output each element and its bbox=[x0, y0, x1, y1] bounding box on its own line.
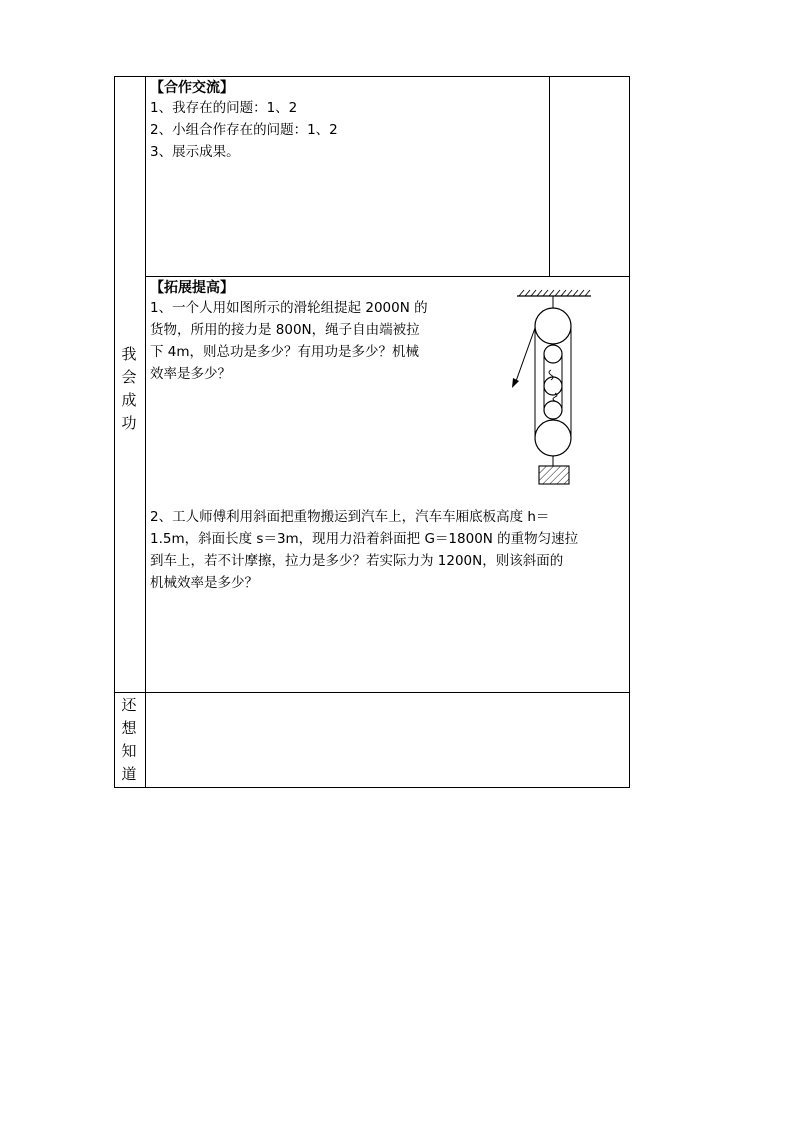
table-bottom-border bbox=[114, 787, 630, 788]
side-char: 还 bbox=[121, 696, 137, 714]
side-char: 道 bbox=[121, 765, 137, 783]
problem-2-line: 2、工人师傅利用斜面把重物搬运到汽车上，汽车车厢底板高度 h＝ bbox=[150, 509, 550, 525]
side-char: 知 bbox=[121, 742, 137, 760]
problem-1 bbox=[150, 297, 428, 385]
table-divider-row2 bbox=[114, 692, 630, 693]
problem-2-line: 机械效率是多少？ bbox=[150, 575, 258, 591]
cooperation-item-2: 2、小组合作存在的问题：1、2 bbox=[150, 122, 338, 138]
cooperation-heading: 【合作交流】 bbox=[150, 80, 234, 96]
problem-2-line: 1.5m，斜面长度 s＝3m，现用力沿着斜面把 G＝1800N 的重物匀速拉 bbox=[150, 531, 579, 547]
table-right-border bbox=[629, 76, 630, 788]
cooperation-item-1: 1、我存在的问题：1、2 bbox=[150, 100, 298, 116]
table-notes-column-border bbox=[549, 76, 550, 276]
side-char: 功 bbox=[121, 414, 137, 432]
table-divider-row1 bbox=[145, 276, 630, 277]
extension-heading: 【拓展提高】 bbox=[150, 280, 234, 296]
table-side-column-border bbox=[145, 76, 146, 788]
problem-1-line: 货物，所用的接力是 800N，绳子自由端被拉 bbox=[150, 322, 420, 338]
pulley-system-icon bbox=[505, 288, 600, 488]
problem-1-line: 1、一个人用如图所示的滑轮组提起 2000N 的 bbox=[150, 300, 428, 316]
side-char: 成 bbox=[121, 391, 137, 409]
side-char: 想 bbox=[121, 719, 137, 737]
side-label-success bbox=[115, 343, 143, 435]
side-char: 会 bbox=[121, 368, 137, 386]
cooperation-item-3: 3、展示成果。 bbox=[150, 144, 240, 160]
problem-1-line: 效率是多少？ bbox=[150, 366, 231, 382]
problem-2 bbox=[150, 506, 578, 594]
side-char: 我 bbox=[121, 345, 137, 363]
table-top-border bbox=[114, 76, 630, 77]
side-label-want-know bbox=[115, 694, 143, 786]
problem-2-line: 到车上，若不计摩擦，拉力是多少？若实际力为 1200N，则该斜面的 bbox=[150, 553, 564, 569]
problem-1-line: 下 4m，则总功是多少？有用功是多少？机械 bbox=[150, 344, 420, 360]
